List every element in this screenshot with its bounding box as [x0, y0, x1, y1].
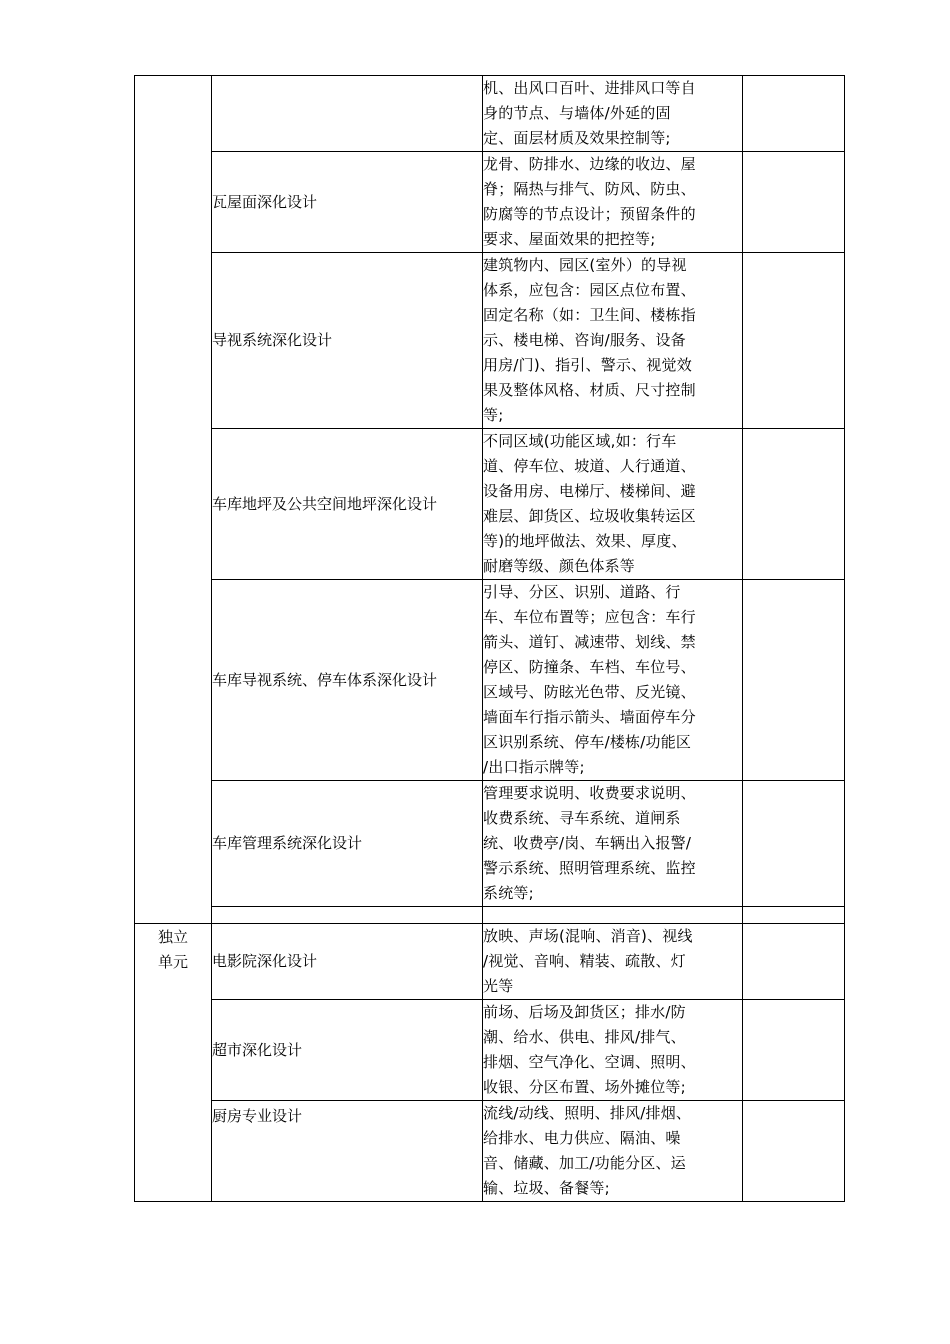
- item-name-cell: 超市深化设计: [212, 1000, 483, 1101]
- category-cell: [135, 76, 212, 924]
- item-content-cell: 不同区域(功能区域,如：行车 道、停车位、坡道、人行通道、 设备用房、电梯厅、楼梯间、避 难层、卸货区、垃圾收集转运区 等)的地坪做法、效果、厚度、 耐磨等级、颜色体系等: [483, 429, 743, 580]
- table-row: [135, 253, 845, 429]
- item-name-cell: [212, 907, 483, 924]
- item-content-cell: 管理要求说明、收费要求说明、 收费系统、寻车系统、道闸系 统、收费亭/岗、车辆出入报警/ 警示系统、照明管理系统、监控 系统等;: [483, 781, 743, 907]
- item-content-cell: 引导、分区、识别、道路、行 车、车位布置等；应包含：车行 箭头、道钉、减速带、划线、禁 停区、防撞条、车档、车位号、 区域号、防眩光色带、反光镜、 墙面车行指示箭头、墙面停车分 区识别系统、停车/楼栋/功能区 /出口指示牌等;: [483, 580, 743, 781]
- item-content-cell: 放映、声场(混响、消音)、视线 /视觉、音响、精装、疏散、灯 光等: [483, 924, 743, 1000]
- remarks-cell: [743, 253, 845, 429]
- table-row: [135, 924, 845, 1000]
- remarks-cell: [743, 76, 845, 152]
- item-name-cell: 车库地坪及公共空间地坪深化设计: [212, 429, 483, 580]
- item-content-cell: 建筑物内、园区(室外）的导视 体系，应包含：园区点位布置、 固定名称（如：卫生间、楼栋指 示、楼电梯、咨询/服务、设备 用房/门)、指引、警示、视觉效 果及整体风格、材质、尺寸控制 等;: [483, 253, 743, 429]
- item-content-cell: 前场、后场及卸货区；排水/防 潮、给水、供电、排风/排气、 排烟、空气净化、空调、照明、 收银、分区布置、场外摊位等;: [483, 1000, 743, 1101]
- remarks-cell: [743, 907, 845, 924]
- item-content-cell: [483, 907, 743, 924]
- remarks-cell: [743, 429, 845, 580]
- item-content-cell: 龙骨、防排水、边缘的收边、屋 脊；隔热与排气、防风、防虫、 防腐等的节点设计；预留条件的 要求、屋面效果的把控等;: [483, 152, 743, 253]
- remarks-cell: [743, 152, 845, 253]
- table-row: [135, 152, 845, 253]
- item-name-cell: [212, 76, 483, 152]
- item-name-cell: 瓦屋面深化设计: [212, 152, 483, 253]
- item-content-cell: 机、出风口百叶、进排风口等自 身的节点、与墙体/外延的固 定、面层材质及效果控制等;: [483, 76, 743, 152]
- table-row: [135, 580, 845, 781]
- remarks-cell: [743, 580, 845, 781]
- remarks-cell: [743, 1000, 845, 1101]
- item-name-cell: 车库导视系统、停车体系深化设计: [212, 580, 483, 781]
- item-name-cell: 车库管理系统深化设计: [212, 781, 483, 907]
- category-cell: 独立 单元: [135, 924, 212, 1202]
- remarks-cell: [743, 1101, 845, 1202]
- item-name-cell: 电影院深化设计: [212, 924, 483, 1000]
- table-row: [135, 1101, 845, 1202]
- table-row: [135, 907, 845, 924]
- remarks-cell: [743, 781, 845, 907]
- table-row: [135, 781, 845, 907]
- table-row: [135, 1000, 845, 1101]
- remarks-cell: [743, 924, 845, 1000]
- table-row: [135, 76, 845, 152]
- item-name-cell: 导视系统深化设计: [212, 253, 483, 429]
- item-content-cell: 流线/动线、照明、排风/排烟、 给排水、电力供应、隔油、噪 音、储藏、加工/功能分区、运 输、垃圾、备餐等;: [483, 1101, 743, 1202]
- table-row: [135, 429, 845, 580]
- design-spec-table: [134, 75, 845, 1202]
- item-name-cell: 厨房专业设计: [212, 1101, 483, 1202]
